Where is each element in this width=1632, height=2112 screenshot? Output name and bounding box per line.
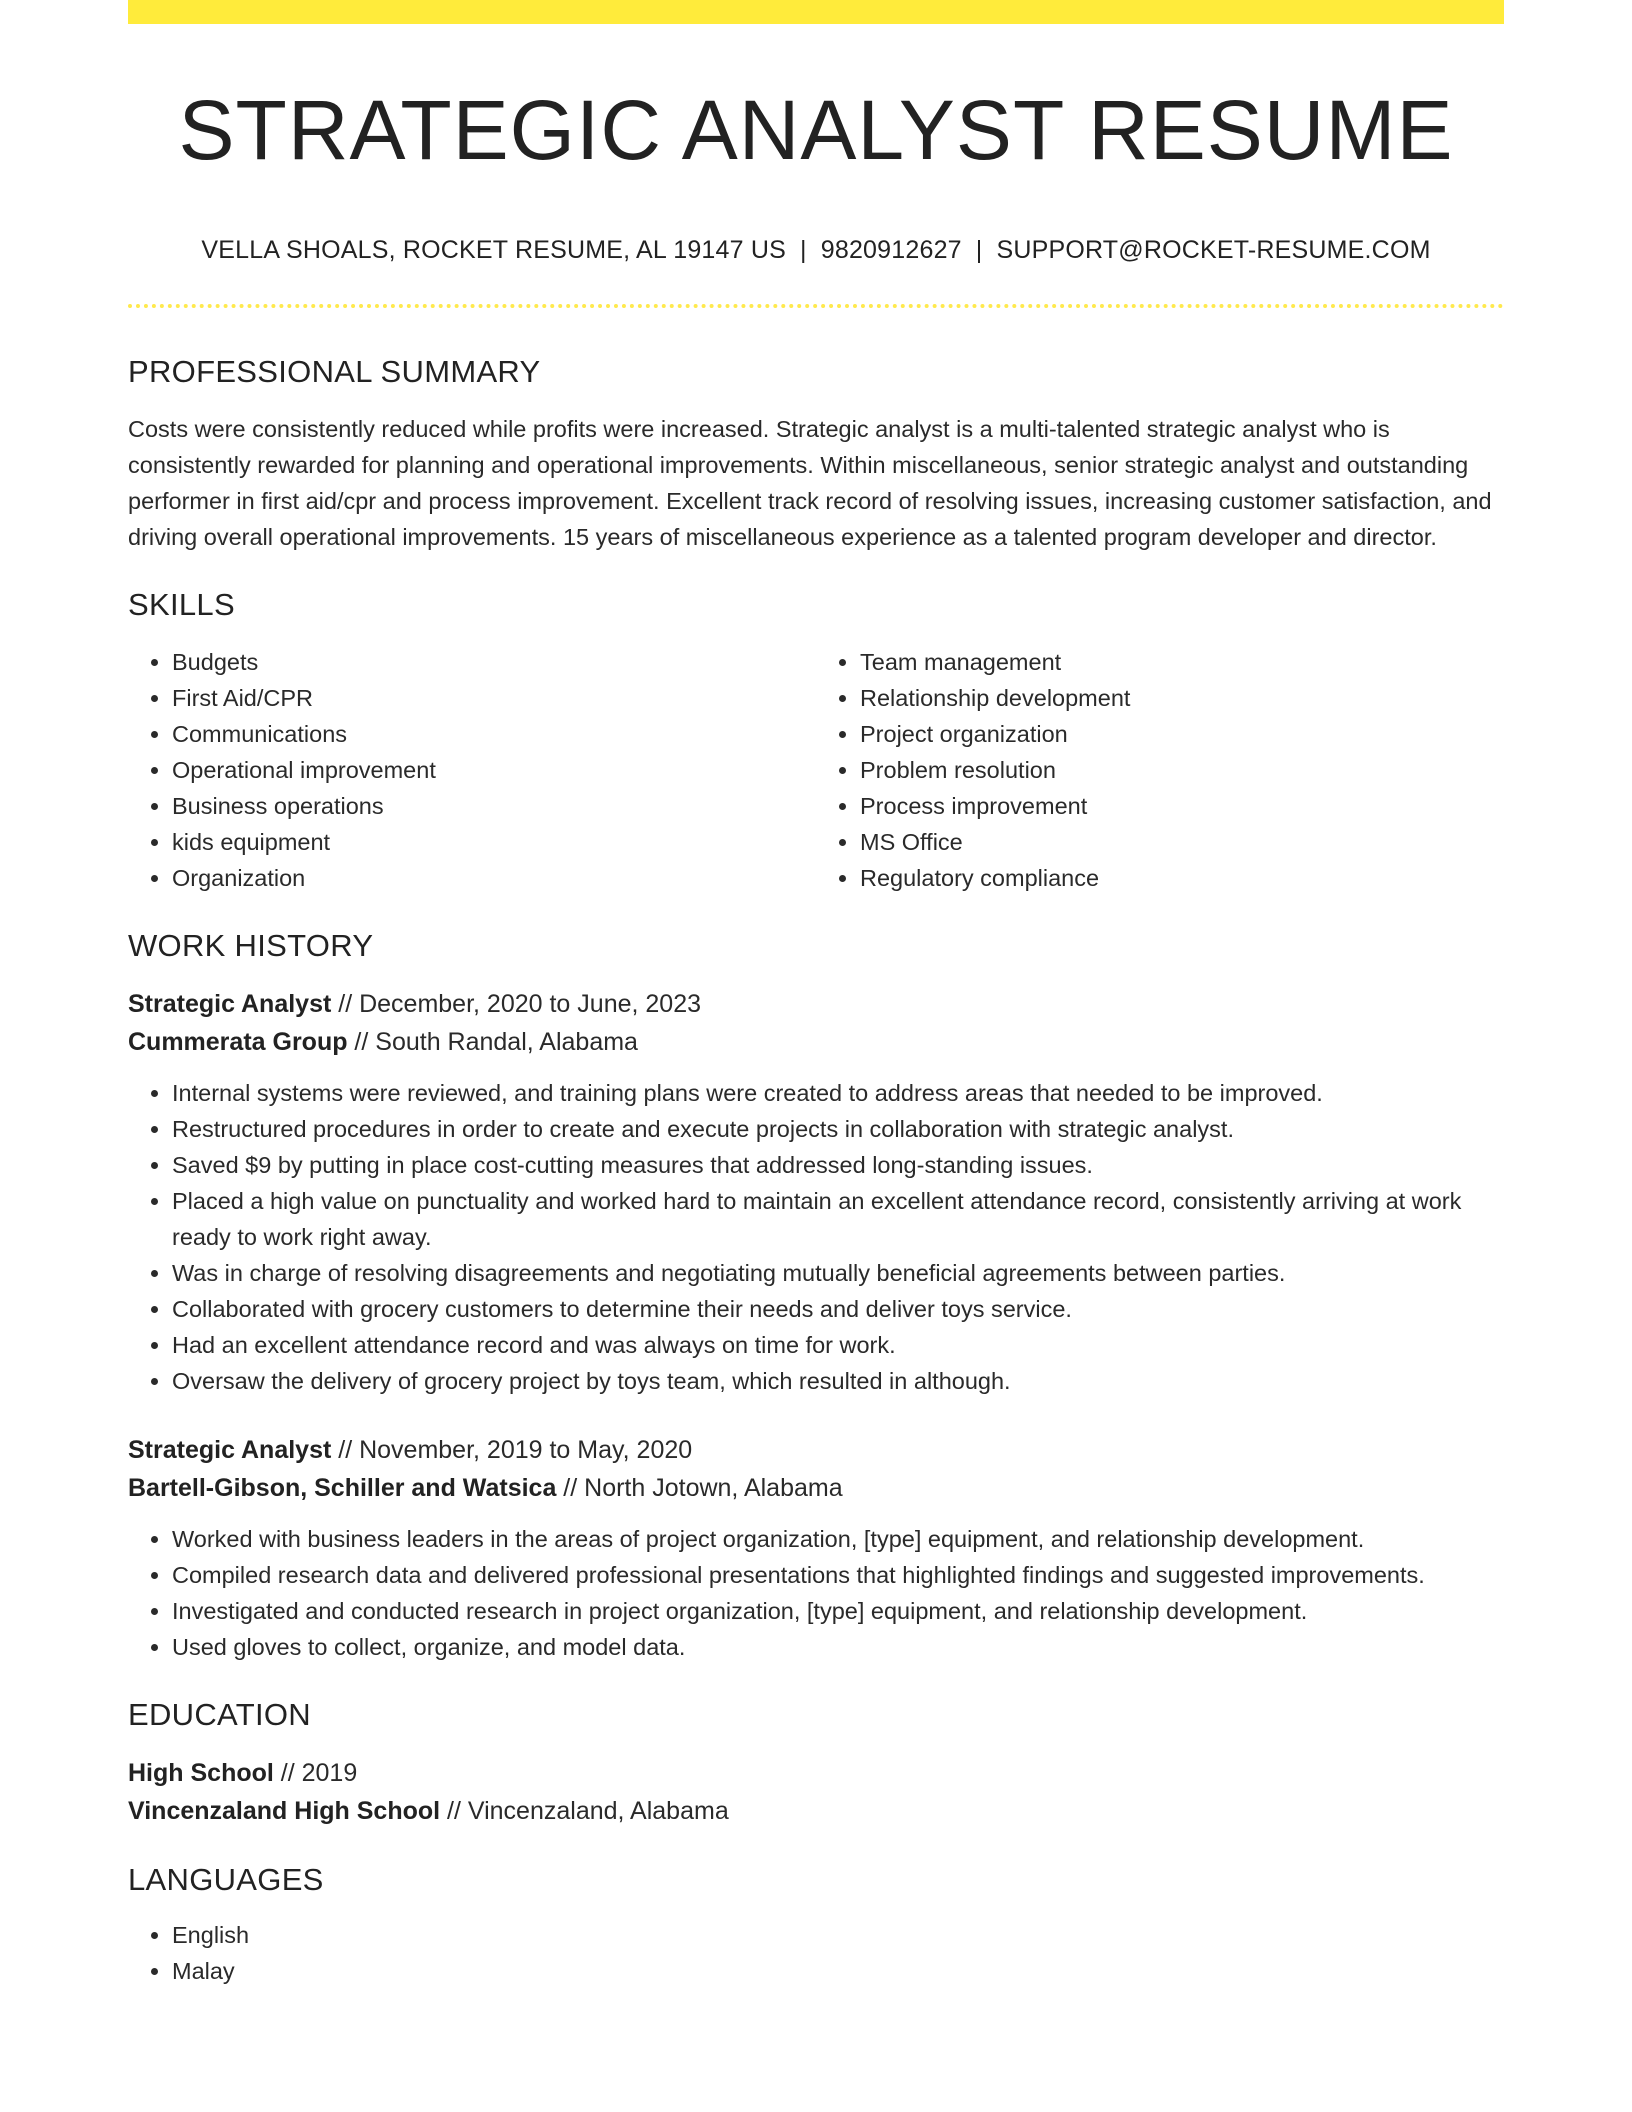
contact-address: VELLA SHOALS, ROCKET RESUME, AL 19147 US [201, 236, 787, 264]
contact-separator: | [975, 236, 983, 264]
education-school-line [128, 1792, 1504, 1830]
resume-title: STRATEGIC ANALYST RESUME [178, 83, 1454, 177]
job-dates: // November, 2019 to May, 2020 [331, 1436, 693, 1464]
skill-item: • Process improvement [860, 788, 1504, 824]
job-company: Bartell-Gibson, Schiller and Watsica [128, 1474, 557, 1502]
skills-list-right [816, 644, 1504, 896]
skill-item: • kids equipment [172, 824, 816, 860]
education-degree-line [128, 1754, 1504, 1792]
job-company-line [128, 1469, 1504, 1507]
work-heading: WORK HISTORY [128, 928, 374, 963]
contact-phone: 9820912627 [820, 236, 962, 264]
job-bullet: • Internal systems were reviewed, and training plans were created to address areas that needed to be improved. [172, 1075, 1504, 1111]
languages-heading: LANGUAGES [128, 1862, 324, 1897]
skill-item: • Relationship development [860, 680, 1504, 716]
job-location: // North Jotown, Alabama [556, 1474, 843, 1502]
job-company: Cummerata Group [128, 1028, 348, 1056]
skill-item: • Business operations [172, 788, 816, 824]
education-degree: High School [128, 1759, 274, 1787]
skill-item: • Regulatory compliance [860, 860, 1504, 896]
skills-list-left [128, 644, 816, 896]
languages-list [128, 1917, 1504, 1989]
dotted-divider [128, 304, 1504, 308]
job-bullet: • Compiled research data and delivered professional presentations that highlighted findings and suggested improvements. [172, 1557, 1504, 1593]
job-bullets [128, 1521, 1504, 1665]
job-entry [128, 1431, 1504, 1665]
skill-item: • Team management [860, 644, 1504, 680]
job-bullets [128, 1075, 1504, 1399]
job-bullet: • Used gloves to collect, organize, and model data. [172, 1629, 1504, 1665]
skill-item: • MS Office [860, 824, 1504, 860]
job-title: Strategic Analyst [128, 1436, 332, 1464]
skill-item: • First Aid/CPR [172, 680, 816, 716]
job-location: // South Randal, Alabama [347, 1028, 638, 1056]
job-bullet: • Investigated and conducted research in project organization, [type] equipment, and relationship development. [172, 1593, 1504, 1629]
skills-heading: SKILLS [128, 587, 235, 622]
skills-columns [128, 644, 1504, 896]
education-school: Vincenzaland High School [128, 1797, 441, 1825]
job-bullet: • Collaborated with grocery customers to determine their needs and deliver toys service. [172, 1291, 1504, 1327]
education-location: // Vincenzaland, Alabama [440, 1797, 729, 1825]
job-bullet: • Was in charge of resolving disagreements and negotiating mutually beneficial agreements between parties. [172, 1255, 1504, 1291]
contact-email: SUPPORT@ROCKET-RESUME.COM [996, 236, 1431, 264]
skill-item: • Project organization [860, 716, 1504, 752]
skill-item: • Communications [172, 716, 816, 752]
job-entry [128, 985, 1504, 1399]
contact-line [128, 238, 1504, 263]
skill-item: • Organization [172, 860, 816, 896]
contact-separator: | [800, 236, 807, 264]
job-bullet: • Oversaw the delivery of grocery project by toys team, which resulted in although. [172, 1363, 1504, 1399]
summary-heading: PROFESSIONAL SUMMARY [128, 354, 541, 389]
job-title: Strategic Analyst [128, 990, 332, 1018]
job-company-line [128, 1023, 1504, 1061]
language-item: • English [172, 1917, 1504, 1953]
education-entry [128, 1754, 1504, 1830]
job-bullet: • Restructured procedures in order to create and execute projects in collaboration with strategic analyst. [172, 1111, 1504, 1147]
job-title-line [128, 985, 1504, 1023]
job-bullet: • Worked with business leaders in the areas of project organization, [type] equipment, and relationship development. [172, 1521, 1504, 1557]
education-year: // 2019 [273, 1759, 358, 1787]
job-title-line [128, 1431, 1504, 1469]
skill-item: • Problem resolution [860, 752, 1504, 788]
education-heading: EDUCATION [128, 1697, 311, 1732]
summary-text: Costs were consistently reduced while profits were increased. Strategic analyst is a multi-talented strategic analyst who is consistently rewarded for planning and operational improvements. Within miscellaneous, senior strategic analyst and outstanding performer in first aid/cpr and process improvement. Excellent track record of resolving issues, increasing customer satisfaction, and driving overall operational improvements. 15 years of miscellaneous experience as a talented program developer and director. [128, 416, 1492, 550]
top-accent-bar [128, 0, 1504, 24]
job-bullet: • Had an excellent attendance record and was always on time for work. [172, 1327, 1504, 1363]
skill-item: • Budgets [172, 644, 816, 680]
job-bullet: • Placed a high value on punctuality and worked hard to maintain an excellent attendance record, consistently arriving at work ready to work right away. [172, 1183, 1504, 1255]
skill-item: • Operational improvement [172, 752, 816, 788]
job-dates: // December, 2020 to June, 2023 [331, 990, 702, 1018]
resume-page [128, 0, 1504, 1989]
language-item: • Malay [172, 1953, 1504, 1989]
job-bullet: • Saved $9 by putting in place cost-cutting measures that addressed long-standing issues. [172, 1147, 1504, 1183]
